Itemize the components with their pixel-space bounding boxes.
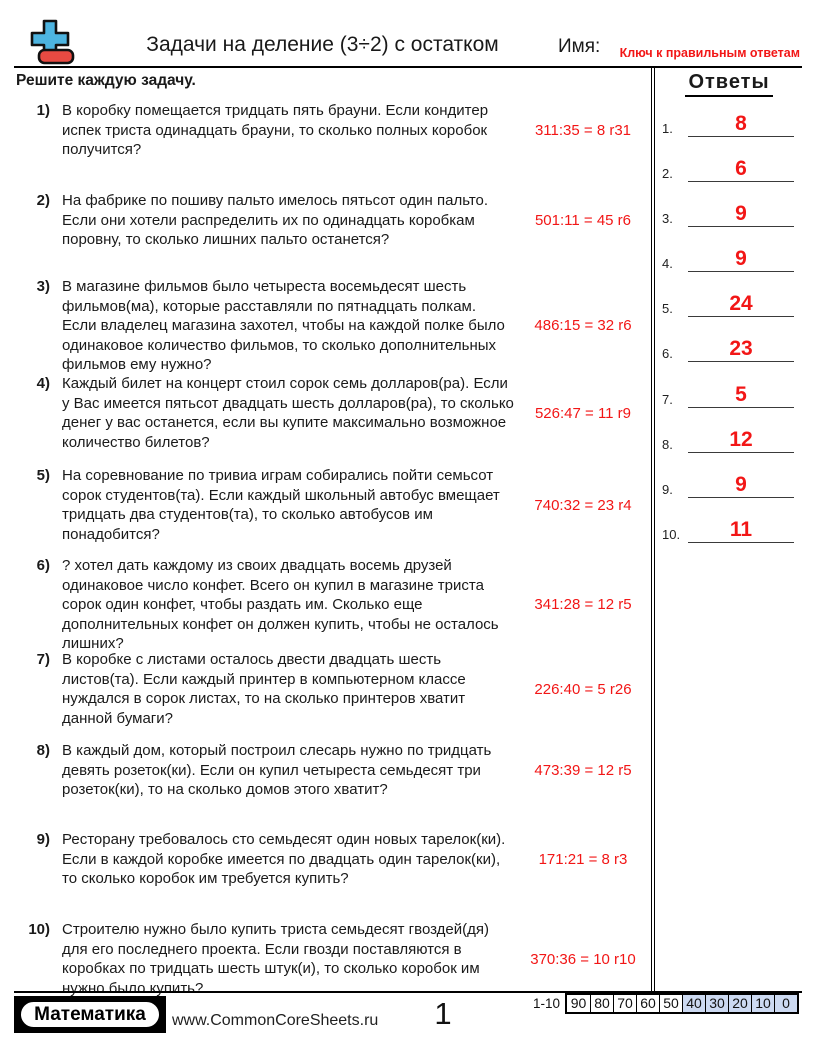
answer-row [662,334,794,362]
problem-text: Ресторану требовалось сто семьдесят один новых тарелок(ки). Если в каждой коробке имеется по двадцать один тарелок(ки), то сколько коробок им требуется купить? [62,831,506,887]
answer-value: 23 [729,337,753,360]
answer-value: 9 [735,202,747,225]
answer-row [662,515,794,543]
answer-number: 9. [662,482,673,497]
answer-row [662,109,794,137]
answer-row [662,380,794,408]
answer-row [662,154,794,182]
problem-answer-equation: 473:39 = 12 r5 [534,761,632,779]
plus-minus-logo-icon [30,19,78,66]
problem-answer-equation: 226:40 = 5 r26 [534,680,632,698]
answer-line [688,202,794,227]
problem-text: На соревнование по тривиа играм собирались пойти семьсот сорок студентов(та). Если каждый школьный автобус вмещает тридцать два студентов(та), то сколько автобусов им понадобится? [62,467,500,543]
problem-number: 2) [36,192,50,209]
problem-item [20,101,652,160]
answer-value: 9 [735,247,747,270]
problem-number: 4) [36,375,50,392]
answer-line [688,473,794,498]
answer-row [662,470,794,498]
score-cell: 40 [682,995,705,1012]
answer-value: 5 [735,383,747,406]
problem-item [20,374,652,452]
problem-answer-equation: 740:32 = 23 r4 [534,496,632,514]
score-cell: 70 [613,995,636,1012]
score-cell: 20 [728,995,751,1012]
problem-item [20,920,652,998]
problem-number: 5) [36,467,50,484]
answer-row [662,425,794,453]
problem-item [20,556,652,654]
name-label: Имя: [558,36,601,57]
problem-text: ? хотел дать каждому из своих двадцать восемь друзей одинаковое число конфет. Всего он купил в магазине триста сорок один конфет, чтобы раздать им. Сколько еще дополнительных конфет он должен купить, чтобы не осталось лишних? [62,557,499,652]
score-cell: 10 [751,995,774,1012]
header-divider [14,66,802,68]
subject-badge-label: Математика [19,1000,161,1029]
score-cell: 80 [590,995,613,1012]
problem-text: В магазине фильмов было четыреста восемьдесят шесть фильмов(ма), которые расставляли по пятнадцать полкам. Если владелец магазина захотел, чтобы на каждой полке было одинаковое количество фильмов, то сколько дополнительных фильмов ему нужно? [62,278,505,373]
problem-item [20,650,652,728]
score-cell: 50 [659,995,682,1012]
problem-item [20,466,652,544]
problem-answer-equation: 501:11 = 45 r6 [534,211,632,229]
answer-line [688,112,794,137]
page-title: Задачи на деление (3÷2) с остатком [146,33,499,56]
answer-number: 7. [662,392,673,407]
answer-line [688,337,794,362]
answer-number: 8. [662,437,673,452]
problem-answer-equation: 526:47 = 11 r9 [534,404,632,422]
score-range-label: 1-10 [533,996,561,1011]
problem-number: 10) [28,921,50,938]
score-cell: 90 [567,995,590,1012]
problem-text: В каждый дом, который построил слесарь нужно по тридцать девять розеток(ки). Если он купил четыреста семьдесят три розеток(ки), то на сколько домов этого хватит? [62,742,492,798]
problem-item [20,277,652,375]
subject-badge [14,996,166,1033]
instructions-text: Решите каждую задачу. [16,72,196,89]
score-cell: 0 [774,995,797,1012]
problem-number: 6) [36,557,50,574]
answer-row [662,244,794,272]
answer-number: 4. [662,256,673,271]
problem-text: Каждый билет на концерт стоил сорок семь долларов(ра). Если у Вас имеется пятьсот двадцать шесть долларов(ра), то сколько денег у вас останется, если вы купите максимально возможное количество билетов? [62,375,514,451]
answer-line [688,292,794,317]
problem-answer-equation: 486:15 = 32 r6 [534,317,632,335]
problem-text: В коробку помещается тридцать пять брауни. Если кондитер испек триста одинадцать брауни, то сколько полных коробок получится? [62,102,489,158]
problem-answer-equation: 311:35 = 8 r31 [534,121,632,139]
problem-number: 8) [36,742,50,759]
problem-text: Строителю нужно было купить триста семьдесят гвоздей(дя) для его последнего проекта. Если гвозди поставляются в коробках по тридцать шесть штук(и), то сколько коробок им нужно было купить? [62,921,490,997]
answer-number: 2. [662,166,673,181]
problem-item [20,741,652,800]
score-cell: 30 [705,995,728,1012]
problem-answer-equation: 370:36 = 10 r10 [530,950,636,968]
answer-row [662,289,794,317]
answer-line [688,428,794,453]
answer-number: 10. [662,527,681,542]
answer-value: 24 [729,292,753,315]
answer-value: 8 [735,112,747,135]
problem-item [20,191,652,250]
score-cell: 60 [636,995,659,1012]
answer-number: 3. [662,211,673,226]
answers-title: Ответы [656,71,802,97]
answer-value: 9 [735,473,747,496]
problem-item [20,830,652,889]
answer-number: 5. [662,301,673,316]
answer-key-label: Ключ к правильным ответам [619,46,800,60]
answer-value: 11 [729,518,753,541]
answer-value: 6 [735,157,747,180]
website-url: www.CommonCoreSheets.ru [172,1012,379,1029]
answer-line [688,157,794,182]
answer-number: 6. [662,346,673,361]
problem-number: 9) [36,831,50,848]
problem-text: В коробке с листами осталось двести двадцать шесть листов(та). Если каждый принтер в компьютерном классе нуждался в сорок листах, то на сколько принтеров хватит данной бумаги? [62,651,466,727]
problem-number: 3) [36,278,50,295]
answer-value: 12 [729,428,753,451]
answer-row [662,199,794,227]
answer-line [688,247,794,272]
answer-line [688,383,794,408]
page-number: 1 [434,996,452,1031]
problem-number: 1) [36,102,50,119]
problem-answer-equation: 171:21 = 8 r3 [538,850,628,868]
problem-number: 7) [36,651,50,668]
problem-text: На фабрике по пошиву пальто имелось пятьсот один пальто. Если они хотели распределить их по одинадцать коробкам поровну, то сколько лишних пальто останется? [62,192,489,248]
answer-number: 1. [662,121,673,136]
answer-line [688,518,794,543]
problem-answer-equation: 341:28 = 12 r5 [534,596,632,614]
score-table [565,993,799,1014]
score-strip [533,993,799,1014]
